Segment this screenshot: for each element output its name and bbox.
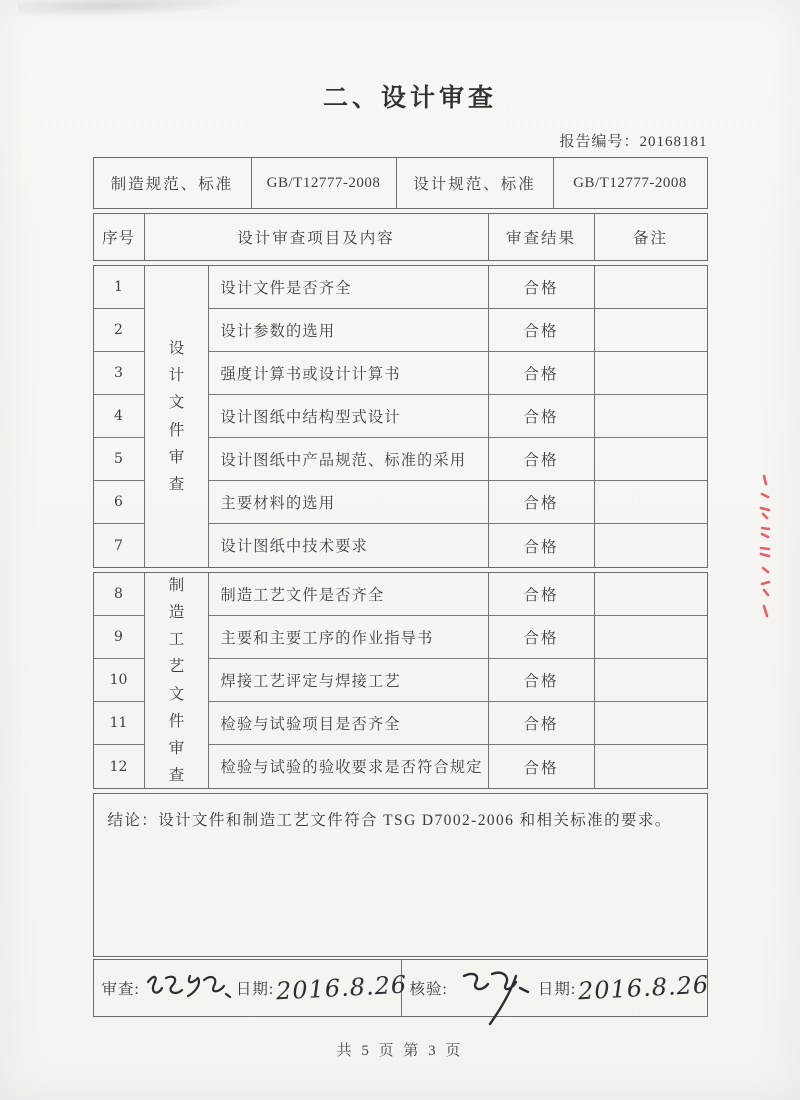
manufacture-standard-value: GB/T12777-2008 bbox=[252, 158, 397, 208]
row-remark bbox=[595, 266, 707, 309]
table-row bbox=[94, 481, 707, 524]
row-remark bbox=[595, 309, 707, 352]
row-no: 8 bbox=[94, 573, 145, 616]
row-remark bbox=[595, 395, 707, 438]
table-row bbox=[94, 524, 707, 567]
group-label-process: 制造工艺文件审查 bbox=[168, 577, 186, 784]
reviewer-signature bbox=[142, 966, 234, 1010]
row-result: 合格 bbox=[489, 438, 595, 481]
table-row bbox=[94, 659, 707, 702]
review-label: 审查: bbox=[101, 981, 140, 998]
row-no: 11 bbox=[94, 702, 145, 745]
row-result: 合格 bbox=[489, 659, 595, 702]
row-remark bbox=[595, 524, 707, 567]
review-date-label: 日期: bbox=[235, 981, 275, 998]
scan-smudge bbox=[18, 0, 248, 19]
page-title: 二、设计审查 bbox=[322, 85, 497, 112]
table-header-row bbox=[93, 213, 708, 261]
row-result: 合格 bbox=[489, 266, 595, 309]
row-remark bbox=[595, 702, 707, 745]
header-result: 审查结果 bbox=[489, 214, 595, 260]
verify-signoff-cell bbox=[402, 960, 718, 1016]
group-label-design: 设计文件审查 bbox=[168, 340, 186, 493]
table-row bbox=[94, 395, 707, 438]
row-item: 强度计算书或设计计算书 bbox=[209, 352, 489, 395]
verify-date-label: 日期: bbox=[537, 981, 577, 998]
row-result: 合格 bbox=[489, 616, 595, 659]
design-standard-label: 设计规范、标准 bbox=[397, 158, 554, 208]
row-item: 设计参数的选用 bbox=[209, 309, 489, 352]
row-no: 9 bbox=[94, 616, 145, 659]
row-result: 合格 bbox=[489, 524, 595, 567]
row-item: 设计图纸中技术要求 bbox=[209, 524, 489, 567]
header-item: 设计审查项目及内容 bbox=[145, 214, 489, 260]
table-row bbox=[94, 266, 707, 309]
table-row bbox=[94, 309, 707, 352]
design-review-section bbox=[93, 265, 708, 568]
review-date-handwritten: 2016.8.26 bbox=[275, 970, 408, 1006]
table-row bbox=[94, 745, 707, 788]
row-no: 5 bbox=[94, 438, 145, 481]
report-number-value: 20168181 bbox=[639, 134, 708, 150]
row-no: 2 bbox=[94, 309, 145, 352]
row-item: 制造工艺文件是否齐全 bbox=[209, 573, 489, 616]
header-no: 序号 bbox=[94, 214, 145, 260]
table-row bbox=[94, 573, 707, 616]
row-result: 合格 bbox=[489, 309, 595, 352]
table-row bbox=[94, 702, 707, 745]
report-number-label: 报告编号： bbox=[559, 134, 640, 150]
row-item: 主要和主要工序的作业指导书 bbox=[209, 616, 489, 659]
conclusion-text: 结论：设计文件和制造工艺文件符合 TSG D7002-2006 和相关标准的要求。 bbox=[107, 812, 672, 829]
verifier-signature bbox=[450, 966, 536, 1010]
row-no: 12 bbox=[94, 745, 145, 788]
row-no: 10 bbox=[94, 659, 145, 702]
row-remark bbox=[595, 616, 707, 659]
row-no: 6 bbox=[94, 481, 145, 524]
row-remark bbox=[595, 573, 707, 616]
row-no: 7 bbox=[94, 524, 145, 567]
red-edge-marks bbox=[758, 472, 772, 624]
table-row bbox=[94, 438, 707, 481]
review-form bbox=[93, 157, 708, 1017]
manufacture-standard-label: 制造规范、标准 bbox=[94, 158, 252, 208]
row-item: 焊接工艺评定与焊接工艺 bbox=[209, 659, 489, 702]
row-result: 合格 bbox=[489, 481, 595, 524]
row-item: 主要材料的选用 bbox=[209, 481, 489, 524]
row-no: 4 bbox=[94, 395, 145, 438]
row-item: 检验与试验的验收要求是否符合规定 bbox=[209, 745, 489, 788]
row-result: 合格 bbox=[489, 702, 595, 745]
verify-label: 核验: bbox=[409, 981, 448, 998]
page-number: 共 5 页 第 3 页 bbox=[336, 1043, 464, 1059]
row-remark bbox=[595, 481, 707, 524]
row-item: 设计图纸中产品规范、标准的采用 bbox=[209, 438, 489, 481]
row-result: 合格 bbox=[489, 352, 595, 395]
row-remark bbox=[595, 438, 707, 481]
row-result: 合格 bbox=[489, 573, 595, 616]
conclusion-box bbox=[93, 793, 708, 957]
row-result: 合格 bbox=[489, 745, 595, 788]
row-no: 1 bbox=[94, 266, 145, 309]
row-item: 设计文件是否齐全 bbox=[209, 266, 489, 309]
row-result: 合格 bbox=[489, 395, 595, 438]
table-row bbox=[94, 352, 707, 395]
spec-standards-row bbox=[93, 157, 708, 209]
verify-date-handwritten: 2016.8.26 bbox=[577, 970, 710, 1006]
row-remark bbox=[595, 352, 707, 395]
signoff-row bbox=[93, 959, 708, 1017]
row-no: 3 bbox=[94, 352, 145, 395]
review-signoff-cell bbox=[94, 960, 408, 1016]
header-remark: 备注 bbox=[632, 230, 668, 247]
row-item: 检验与试验项目是否齐全 bbox=[209, 702, 489, 745]
row-remark bbox=[595, 659, 707, 702]
design-standard-value: GB/T12777-2008 bbox=[573, 174, 687, 191]
row-remark bbox=[595, 745, 707, 788]
report-number bbox=[93, 130, 708, 151]
process-review-section bbox=[93, 572, 708, 789]
table-row bbox=[94, 616, 707, 659]
row-item: 设计图纸中结构型式设计 bbox=[209, 395, 489, 438]
